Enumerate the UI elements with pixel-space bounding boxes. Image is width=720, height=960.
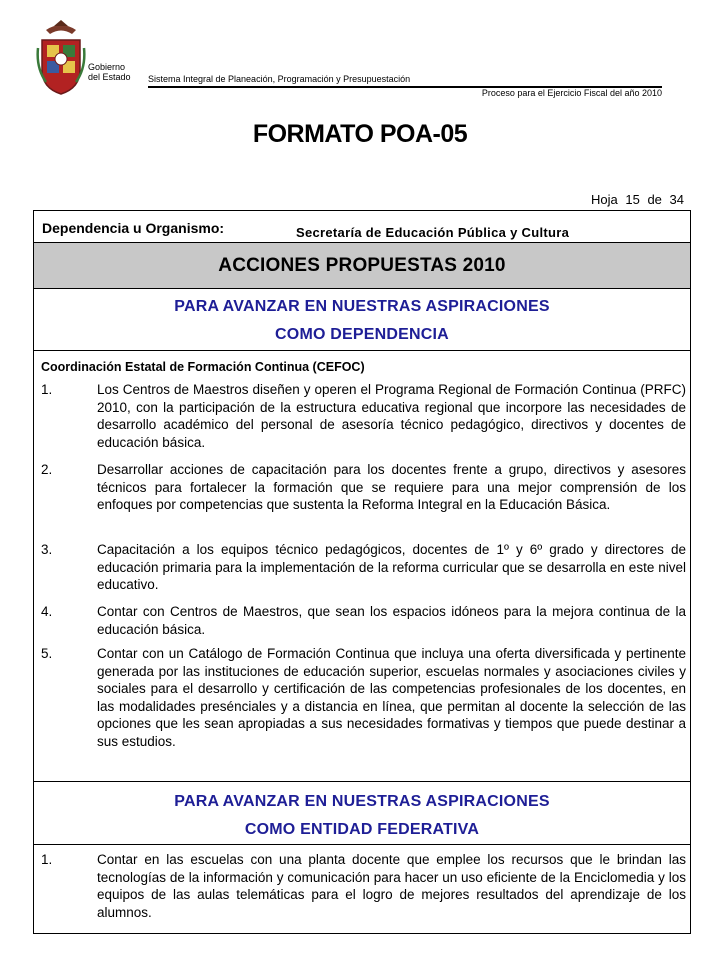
dependencia-heading: [34, 289, 690, 351]
dependencia-heading-line1: PARA AVANZAR EN NUESTRAS ASPIRACIONES: [174, 298, 550, 315]
list-item: [41, 541, 686, 594]
sheet-label: Hoja: [590, 192, 618, 207]
section-title-band: [34, 243, 690, 289]
list-item: [41, 851, 686, 921]
state-seal-logo: [36, 18, 86, 98]
item-number: 1.: [41, 852, 53, 867]
item-text: Los Centros de Maestros diseñen y operen el Programa Regional de Formación Continua (PRFC) 2010, con la participación de la estructura educativa regional que incorpore las necesidades de desarrollo académico del personal de asesoría técnico pedagógico, directivos y docentes de educación básica.: [97, 382, 686, 450]
dependency-row: [34, 211, 690, 243]
system-name: Sistema Integral de Planeación, Programación y Presupuestación: [148, 74, 411, 84]
government-line1: Gobierno: [88, 62, 126, 72]
government-line2: del Estado: [88, 72, 131, 82]
item-text: Contar con Centros de Maestros, que sean los espacios idóneos para la mejora continua de la educación básica.: [97, 604, 686, 637]
form-frame: [33, 210, 691, 934]
dependencia-heading-line2: COMO DEPENDENCIA: [275, 326, 449, 343]
dependency-label: Dependencia u Organismo:: [42, 220, 225, 236]
item-text: Contar con un Catálogo de Formación Continua que incluya una oferta diversificada y pertinente generada por las instituciones de educación superior, escuelas normales y asociaciones civiles y sociales para el desarrollo y certificación de las competencias profesionales de los docentes, en las modalidades presénciales y a distancia en línea, que permitan al docente la selección de las opciones que les sean apropiadas a sus necesidades formativas y tiempos que puede destinar a sus estudios.: [97, 646, 686, 749]
entidad-heading-line2: COMO ENTIDAD FEDERATIVA: [244, 821, 480, 838]
coordination-name: Coordinación Estatal de Formación Continua (CEFOC): [41, 360, 365, 374]
list-item: [41, 645, 686, 750]
item-text: Contar en las escuelas con una planta docente que emplee los recursos que le brindan las tecnologías de la información y comunicación para hacer un uso eficiente de la Enciclomedia y los equipos de las aulas telemáticas para el logro de mejores resultados del aprendizaje de los alumnos.: [97, 852, 686, 920]
dependencia-content: [34, 351, 690, 781]
list-item: [41, 603, 686, 638]
list-item: [41, 461, 686, 514]
sheet-total: 34: [669, 192, 684, 207]
item-text: Capacitación a los equipos técnico pedagógicos, docentes de 1º y 6º grado y directores de educación primaria para la implementación de la reforma curricular que se desarrolla en este nivel educativo.: [97, 542, 686, 592]
item-number: 1.: [41, 382, 53, 397]
section-title: ACCIONES PROPUESTAS 2010: [218, 255, 506, 276]
item-number: 4.: [41, 604, 53, 619]
list-item: [41, 381, 686, 451]
sheet-of-label: de: [647, 192, 662, 207]
entidad-heading: [34, 781, 690, 845]
sheet-current: 15: [625, 192, 640, 207]
item-number: 3.: [41, 542, 53, 557]
entidad-content: [34, 845, 690, 935]
entidad-heading-line1: PARA AVANZAR EN NUESTRAS ASPIRACIONES: [174, 793, 550, 810]
government-label: [88, 62, 131, 82]
process-label: Proceso para el Ejercicio Fiscal del año 2010: [481, 88, 662, 98]
item-text: Desarrollar acciones de capacitación para los docentes frente a grupo, directivos y asesores técnicos para fortalecer la formación que se requiere para una mejor comprensión de los enfoques por competencias que sustenta la Reforma Integral en la Educación Básica.: [97, 462, 686, 512]
document-title: FORMATO POA-05: [252, 120, 468, 148]
item-number: 2.: [41, 462, 53, 477]
sheet-counter: [587, 192, 684, 207]
dependency-value: Secretaría de Educación Pública y Cultura: [296, 225, 570, 240]
item-number: 5.: [41, 646, 53, 661]
